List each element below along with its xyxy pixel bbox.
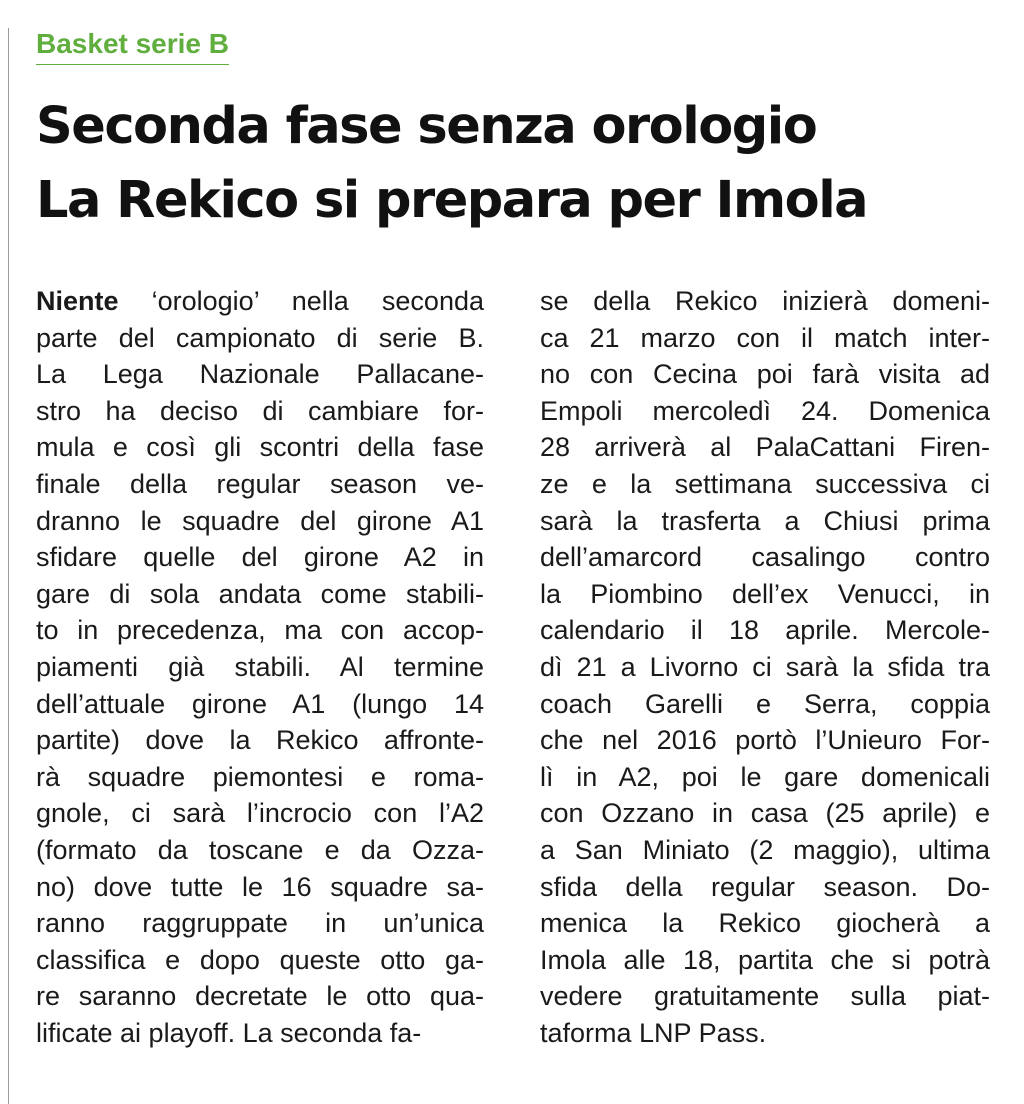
- article-text-line: lificate ai playoff. La seconda fa-: [36, 1017, 422, 1048]
- article-text-line: classifica e dopo queste otto ga-: [36, 944, 484, 975]
- article-text-line: finale della regular season ve-: [36, 468, 484, 499]
- article-text-line: mula e così gli scontri della fase: [36, 432, 484, 463]
- article-text-line: coach Garelli e Serra, coppia: [540, 688, 990, 719]
- article-text-line: calendario il 18 aprile. Mercole-: [540, 615, 990, 646]
- article-text-line: piamenti già stabili. Al termine: [36, 651, 484, 682]
- article-text-line: ze e la settimana successiva ci: [540, 468, 990, 499]
- article-text-line: dell’attuale girone A1 (lungo 14: [36, 688, 484, 719]
- lead-word: Niente: [36, 286, 119, 316]
- article-text-line: se della Rekico inizierà domeni-: [540, 286, 990, 316]
- article-text-line: a San Miniato (2 maggio), ultima: [540, 834, 990, 865]
- article-text-line: ca 21 marzo con il match inter-: [540, 322, 990, 353]
- column-rule: [8, 28, 9, 1104]
- article-column-left: [36, 283, 484, 1051]
- article-column-right: [540, 283, 990, 1051]
- headline: [36, 90, 867, 238]
- article-text-line: dranno le squadre del girone A1: [36, 505, 484, 536]
- headline-line-2: La Rekico si prepara per Imola: [36, 171, 868, 230]
- article-text-line: rà squadre piemontesi e roma-: [36, 761, 484, 792]
- section-kicker: Basket serie B: [36, 26, 229, 65]
- article-text-line: parte del campionato di serie B.: [36, 322, 484, 353]
- article-text-line: Imola alle 18, partita che si potrà: [540, 944, 990, 975]
- article-text-line: [36, 283, 484, 320]
- article-text-line: no) dove tutte le 16 squadre sa-: [36, 871, 484, 902]
- article-text-line: re saranno decretate le otto qua-: [36, 981, 484, 1012]
- article-text-line: dell’amarcord casalingo contro: [540, 542, 990, 573]
- article-text-line: to in precedenza, ma con accop-: [36, 615, 484, 646]
- article-text-line: stro ha deciso di cambiare for-: [36, 395, 484, 426]
- article-text-line: gare di sola andata come stabili-: [36, 578, 484, 609]
- article-text-line: menica la Rekico giocherà a: [540, 908, 990, 939]
- article-text-line: partite) dove la Rekico affronte-: [36, 725, 484, 756]
- article-text-line: sfidare quelle del girone A2 in: [36, 542, 484, 573]
- article-text-line: (formato da toscane e da Ozza-: [36, 834, 484, 865]
- article-text-line: vedere gratuitamente sulla piat-: [540, 981, 990, 1012]
- article-text-line: la Piombino dell’ex Venucci, in: [540, 578, 990, 609]
- article-text-line: gnole, ci sarà l’incrocio con l’A2: [36, 798, 484, 829]
- article-text-line: dì 21 a Livorno ci sarà la sfida tra: [540, 651, 990, 682]
- article-text-line: con Ozzano in casa (25 aprile) e: [540, 798, 990, 829]
- article-text-line: taforma LNP Pass.: [540, 1017, 767, 1048]
- article-text-line: La Lega Nazionale Pallacane-: [36, 359, 484, 390]
- article-text-line: ranno raggruppate in un’unica: [36, 908, 484, 939]
- article-text-line: lì in A2, poi le gare domenicali: [540, 761, 990, 792]
- article-text-line: Empoli mercoledì 24. Domenica: [540, 395, 990, 426]
- article-text-line: che nel 2016 portò l’Unieuro For-: [540, 725, 990, 756]
- article-text-line: sfida della regular season. Do-: [540, 871, 990, 902]
- article-text-line: sarà la trasferta a Chiusi prima: [540, 505, 990, 536]
- article-text-line: no con Cecina poi farà visita ad: [540, 359, 990, 390]
- lead-line-text: ‘orologio’ nella seconda: [118, 286, 484, 316]
- headline-line-1: Seconda fase senza orologio: [36, 97, 817, 156]
- article-text-line: 28 arriverà al PalaCattani Firen-: [540, 432, 990, 463]
